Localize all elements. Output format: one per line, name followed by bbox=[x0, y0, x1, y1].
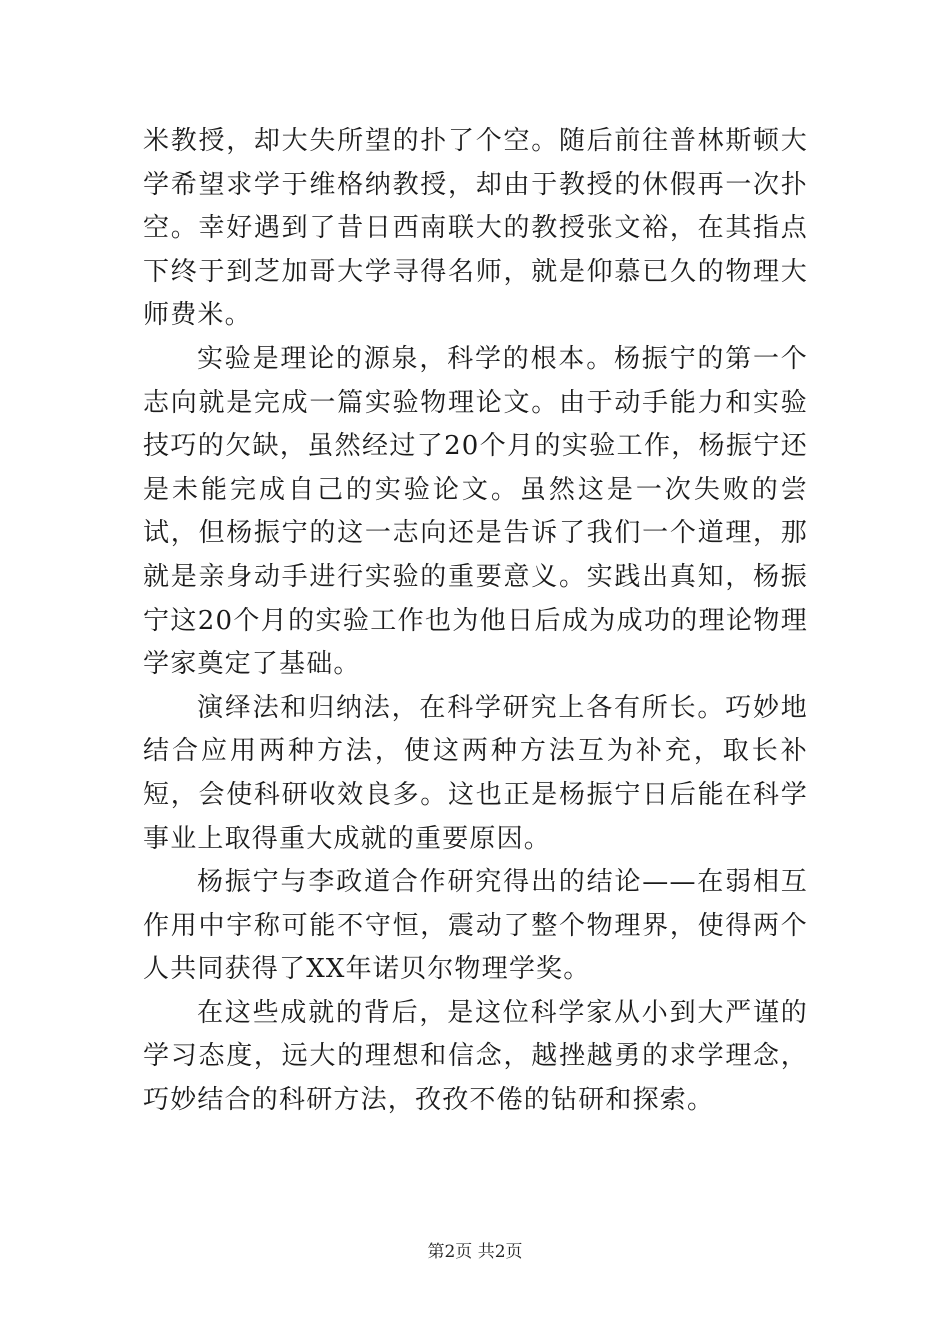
paragraph-1: 米教授，却大失所望的扑了个空。随后前往普林斯顿大学希望求学于维格纳教授，却由于教授的休假再一次扑空。幸好遇到了昔日西南联大的教授张文裕，在其指点下终于到芝加哥大学寻得名师，就是仰慕已久的物理大师费米。 bbox=[143, 126, 808, 331]
paragraph-5: 在这些成就的背后，是这位科学家从小到大严谨的学习态度，远大的理想和信念，越挫越勇的求学理念，巧妙结合的科研方法，孜孜不倦的钻研和探索。 bbox=[143, 997, 808, 1116]
paragraph-2: 实验是理论的源泉，科学的根本。杨振宁的第一个志向就是完成一篇实验物理论文。由于动手能力和实验技巧的欠缺，虽然经过了20个月的实验工作，杨振宁还是未能完成自己的实验论文。虽然这是一次失败的尝试，但杨振宁的这一志向还是告诉了我们一个道理，那就是亲身动手进行实验的重要意义。实践出真知，杨振宁这20个月的实验工作也为他日后成为成功的理论物理学家奠定了基础。 bbox=[143, 343, 808, 680]
page-footer: 第2页 共2页 bbox=[427, 1242, 523, 1262]
document-body bbox=[143, 120, 808, 1123]
paragraph-4: 杨振宁与李政道合作研究得出的结论——在弱相互作用中宇称可能不守恒，震动了整个物理界，使得两个人共同获得了XX年诺贝尔物理学奖。 bbox=[143, 867, 808, 985]
paragraph-3: 演绎法和归纳法，在科学研究上各有所长。巧妙地结合应用两种方法，使这两种方法互为补充，取长补短，会使科研收效良多。这也正是杨振宁日后能在科学事业上取得重大成就的重要原因。 bbox=[143, 692, 808, 854]
